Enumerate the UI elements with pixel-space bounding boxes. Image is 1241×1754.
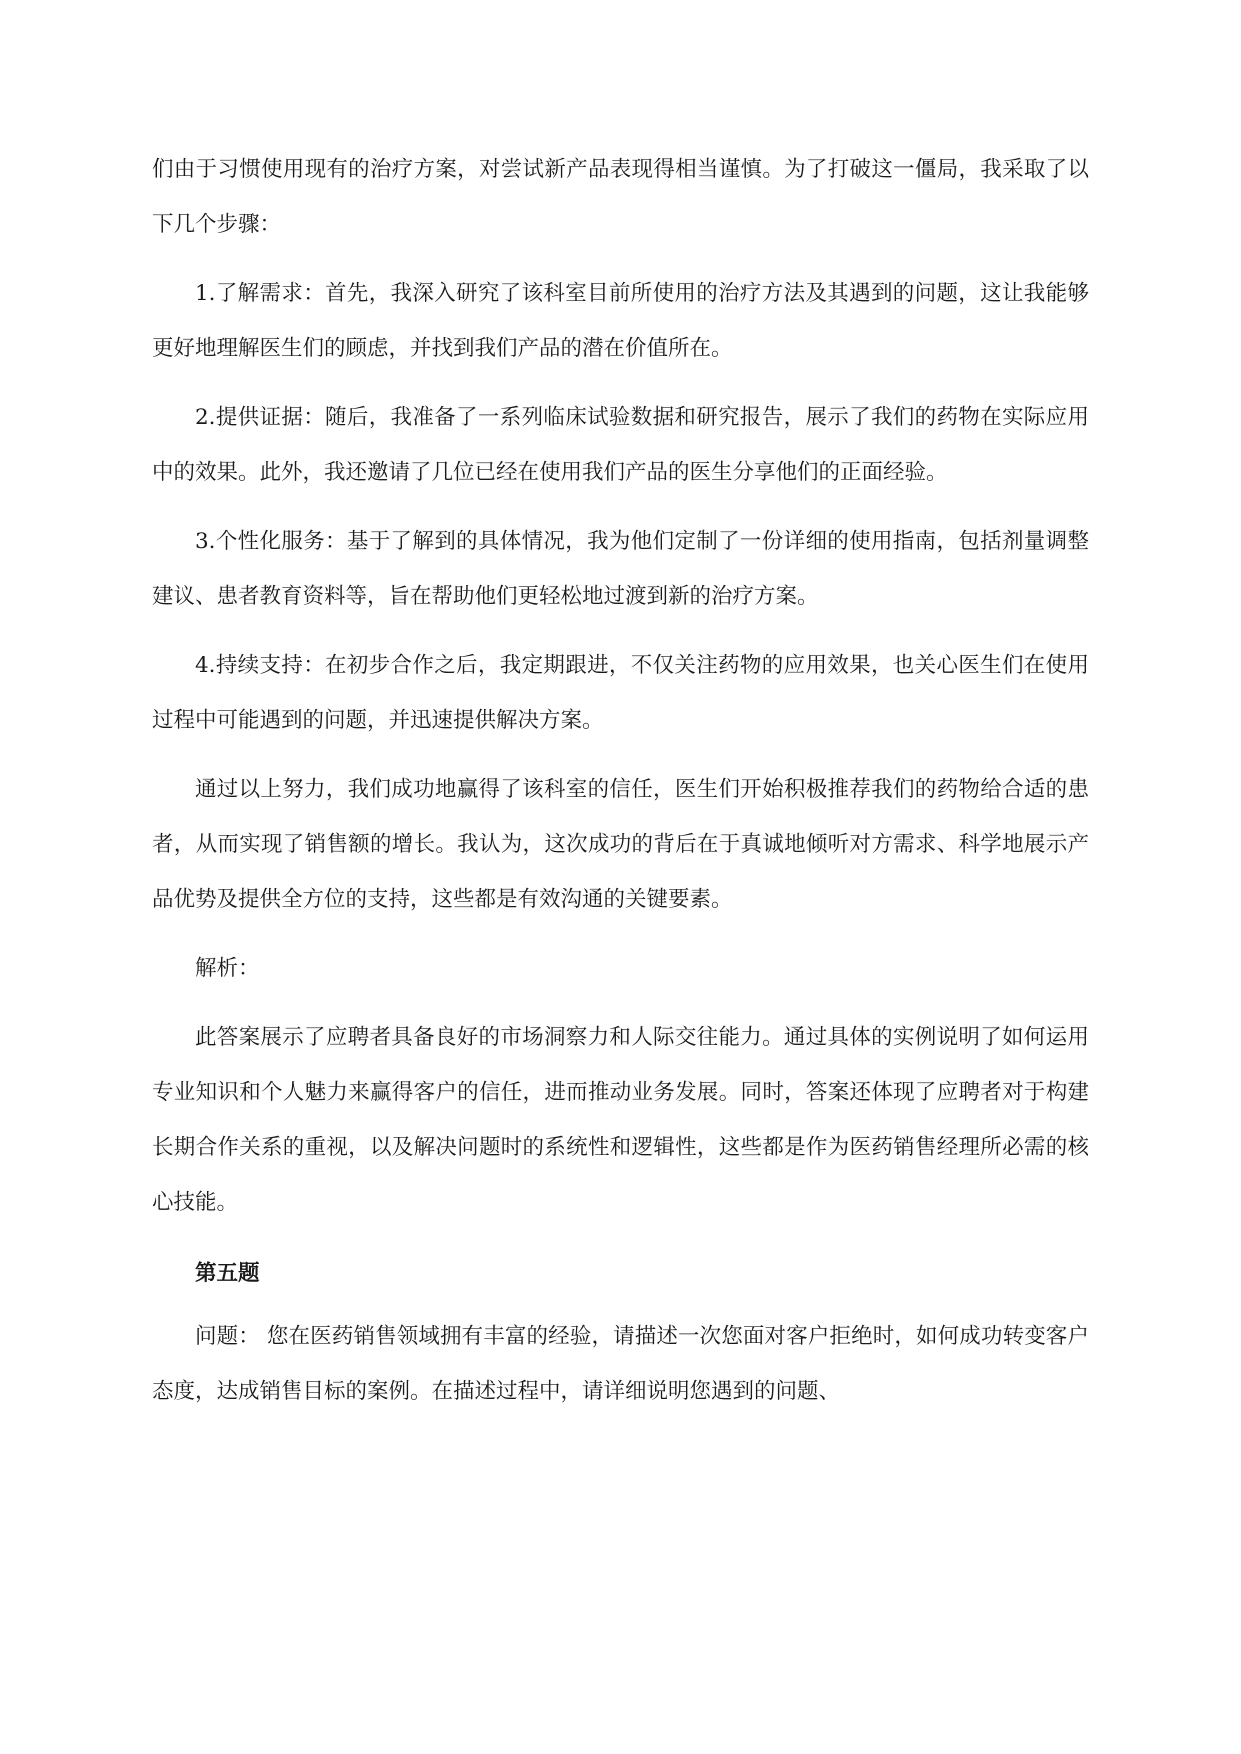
section-heading: 第五题 — [195, 1261, 260, 1286]
paragraph-step-2: 2.提供证据：随后，我准备了一系列临床试验数据和研究报告，展示了我们的药物在实际应用中的效果。此外，我还邀请了几位已经在使用我们产品的医生分享他们的正面经验。 — [152, 405, 1089, 485]
paragraph-analysis: 此答案展示了应聘者具备良好的市场洞察力和人际交往能力。通过具体的实例说明了如何运用专业知识和个人魅力来赢得客户的信任，进而推动业务发展。同时，答案还体现了应聘者对于构建长期合作关系的重视，以及解决问题时的系统性和逻辑性，这些都是作为医药销售经理所必需的核心技能。 — [152, 1025, 1089, 1215]
analysis-label: 解析： — [195, 956, 260, 981]
paragraph-conclusion: 通过以上努力，我们成功地赢得了该科室的信任，医生们开始积极推荐我们的药物给合适的患者，从而实现了销售额的增长。我认为，这次成功的背后在于真诚地倾听对方需求、科学地展示产品优势及提供全方位的支持，这些都是有效沟通的关键要素。 — [152, 777, 1089, 912]
paragraph-step-4: 4.持续支持：在初步合作之后，我定期跟进，不仅关注药物的应用效果，也关心医生们在使用过程中可能遇到的问题，并迅速提供解决方案。 — [152, 653, 1089, 733]
paragraph-step-3: 3.个性化服务：基于了解到的具体情况，我为他们定制了一份详细的使用指南，包括剂量调整建议、患者教育资料等，旨在帮助他们更轻松地过渡到新的治疗方案。 — [152, 529, 1089, 609]
paragraph-step-1: 1.了解需求：首先，我深入研究了该科室目前所使用的治疗方法及其遇到的问题，这让我能够更好地理解医生们的顾虑，并找到我们产品的潜在价值所在。 — [152, 281, 1089, 361]
document-body — [152, 142, 1089, 1433]
paragraph-intro-continuation: 们由于习惯使用现有的治疗方案，对尝试新产品表现得相当谨慎。为了打破这一僵局，我采取了以下几个步骤： — [152, 157, 1089, 237]
paragraph-question: 问题： 您在医药销售领域拥有丰富的经验，请描述一次您面对客户拒绝时，如何成功转变客户态度，达成销售目标的案例。在描述过程中，请详细说明您遇到的问题、 — [152, 1324, 1089, 1404]
